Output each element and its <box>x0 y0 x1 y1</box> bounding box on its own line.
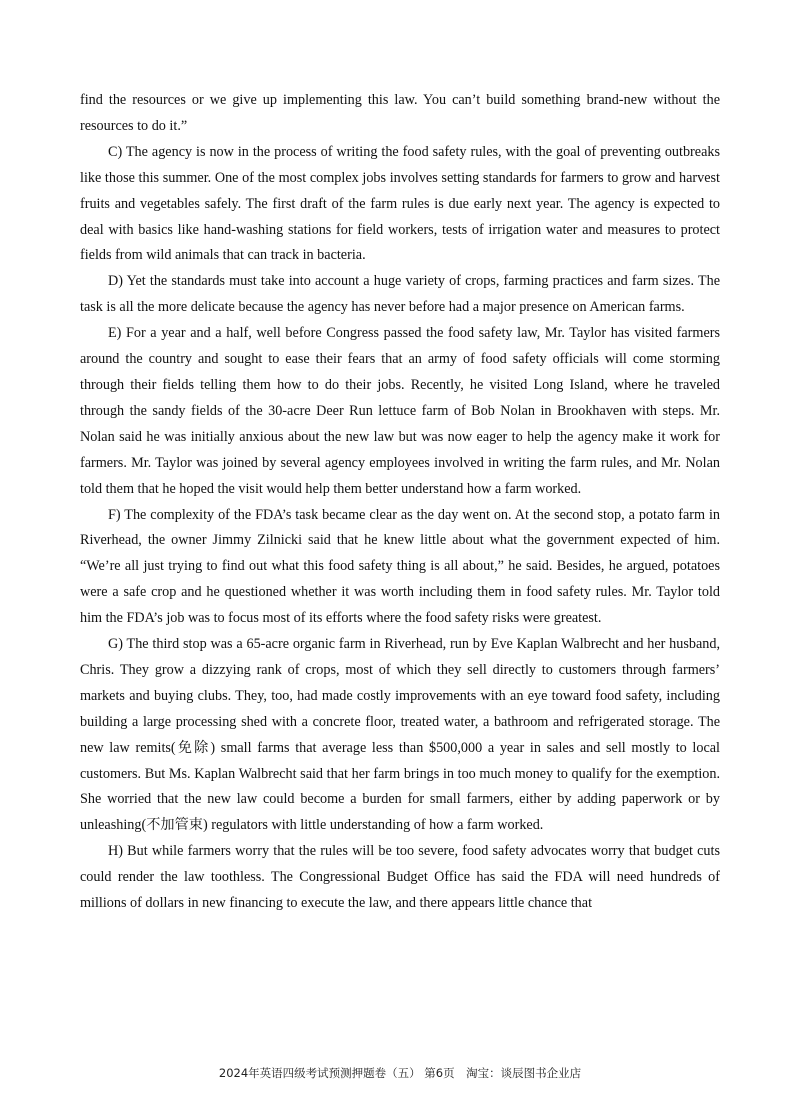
page-footer: 2024年英语四级考试预测押题卷（五） 第6页 淘宝：谈辰图书企业店 <box>218 1066 582 1080</box>
paragraph-h: H) But while farmers worry that the rules will be too severe, food safety advocates worry that budget cuts could render the law toothless. The Congressional Budget Office has said the FDA will need hundreds of millions of dollars in new financing to execute the law, and there appears little chance that <box>80 843 720 912</box>
paragraph-e: E) For a year and a half, well before Congress passed the food safety law, Mr. Taylor has visited farmers around the country and sought to ease their fears that an army of food safety officials will come storming through their fields telling them how to do their jobs. Recently, he visited Long Island, where he traveled through the sandy fields of the 30-acre Deer Run lettuce farm of Bob Nolan in Brookhaven with steps. Mr. Nolan said he was initially anxious about the new law but was now eager to help the agency make it work for farmers. Mr. Taylor was joined by several agency employees involved in writing the farm rules, and Mr. Nolan told them that he hoped the visit would help them better understand how a farm worked. <box>80 325 720 497</box>
paragraph-d: D) Yet the standards must take into account a huge variety of crops, farming practices and farm sizes. The task is all the more delicate because the agency has never before had a major presence on American farms. <box>80 273 720 316</box>
paragraph-c: C) The agency is now in the process of writing the food safety rules, with the goal of preventing outbreaks like those this summer. One of the most complex jobs involves setting standards for farmers to grow and harvest fruits and vegetables safely. The first draft of the farm rules is due early next year. The agency is expected to deal with basics like hand-washing stations for field workers, tests of irrigation water and measures to protect fields from wild animals that can track in bacteria. <box>80 143 720 264</box>
article-body <box>80 88 720 917</box>
paragraph-f: F) The complexity of the FDA’s task became clear as the day went on. At the second stop, a potato farm in Riverhead, the owner Jimmy Zilnicki said that he knew little about what the government expected of him. “We’re all just trying to find out what this food safety thing is all about,” he said. Besides, he argued, potatoes were a safe crop and he questioned whether it was worth including them in food safety rules. Mr. Taylor told him the FDA’s job was to focus most of its efforts where the food safety risks were greatest. <box>80 506 720 627</box>
paragraph-continuation: find the resources or we give up implementing this law. You can’t build something brand-new without the resources to do it.” <box>80 92 720 134</box>
paragraph-g: G) The third stop was a 65-acre organic farm in Riverhead, run by Eve Kaplan Walbrecht and her husband, Chris. They grow a dizzying rank of crops, most of which they sell directly to customers through farmers’ markets and buying clubs. They, too, had made costly improvements with an eye toward food safety, including building a large processing shed with a concrete floor, treated water, a bathroom and refrigerated storage. The new law remits(免除) small farms that average less than $500,000 a year in sales and sell mostly to local customers. But Ms. Kaplan Walbrecht said that her farm brings in too much money to qualify for the exemption. She worried that the new law could become a burden for small farmers, either by adding paperwork or by unleashing(不加管束) regulators with little understanding of how a farm worked. <box>80 636 720 834</box>
